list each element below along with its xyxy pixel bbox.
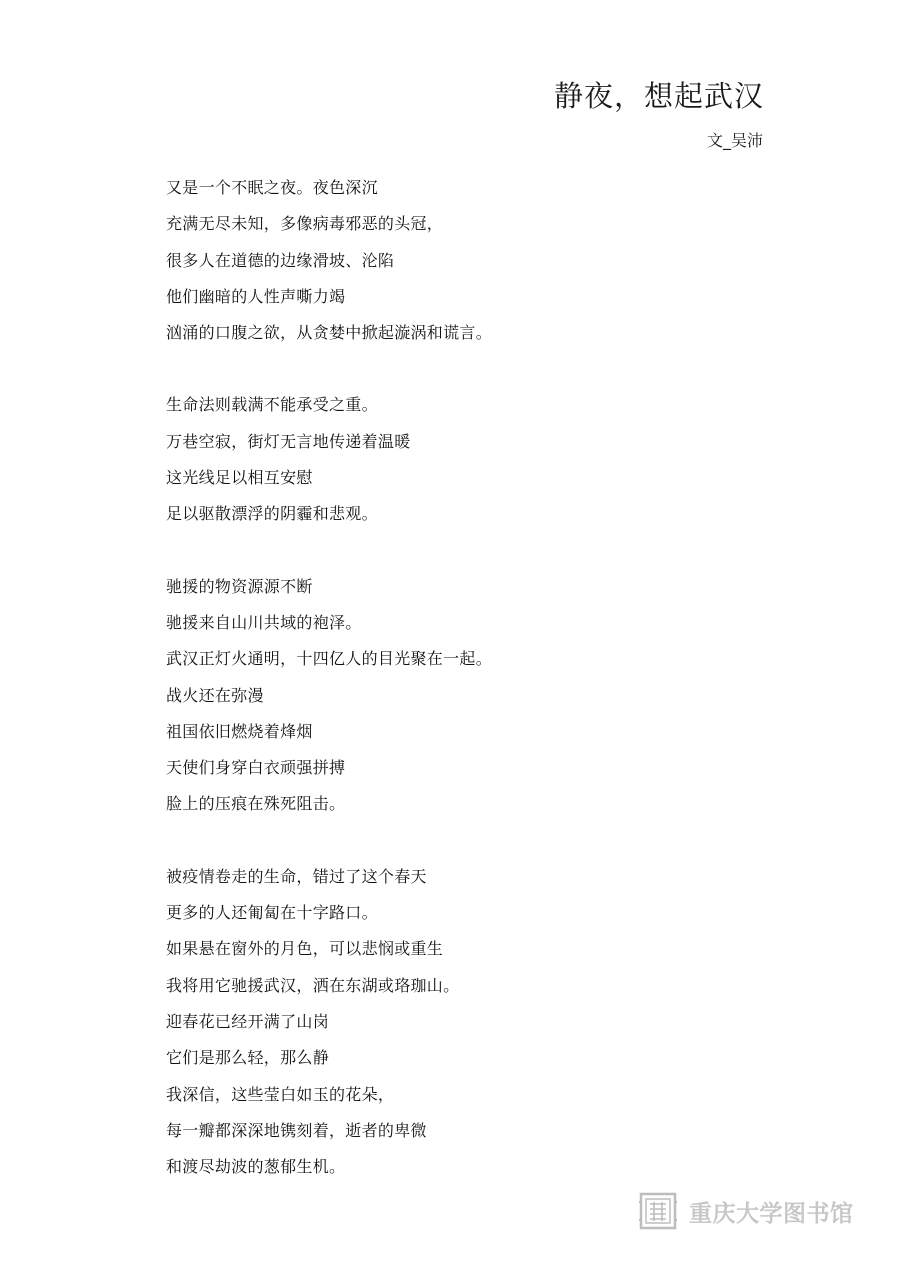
poem-line: 被疫情卷走的生命，错过了这个春天: [166, 866, 427, 886]
library-watermark: [639, 1192, 854, 1230]
poem-line: 我将用它驰援武汉，洒在东湖或珞珈山。: [166, 975, 460, 995]
poem-line: 充满无尽未知，多像病毒邪恶的头冠，: [166, 214, 444, 234]
poem-line: 和渡尽劫波的葱郁生机。: [166, 1157, 346, 1177]
poem-line: 战火还在弥漫: [166, 685, 264, 705]
stanza: [166, 387, 766, 532]
poem-author: 文_吴沛: [706, 131, 763, 150]
poem-title: 静夜，想起武汉: [553, 79, 764, 113]
poem-line: 汹涌的口腹之欲，从贪婪中掀起漩涡和谎言。: [166, 323, 493, 343]
stanza: [166, 170, 766, 351]
poem-line: 他们幽暗的人性声嘶力竭: [166, 286, 346, 306]
poem-line: 武汉正灯火通明，十四亿人的目光聚在一起。: [166, 649, 493, 669]
stanza: [166, 859, 766, 1186]
poem-line: 它们是那么轻，那么静: [166, 1048, 330, 1068]
poem-line: 如果悬在窗外的月色，可以悲悯或重生: [166, 939, 444, 959]
poem-line: 生命法则载满不能承受之重。: [166, 395, 378, 415]
poem-line: 迎春花已经开满了山岗: [166, 1011, 330, 1031]
poem-line: 这光线足以相互安慰: [166, 468, 313, 488]
poem-line: 脸上的压痕在殊死阻击。: [166, 794, 346, 814]
library-seal-icon: [639, 1192, 677, 1230]
poem-line: 我深信，这些莹白如玉的花朵，: [166, 1084, 395, 1104]
library-name: 重庆大学图书馆: [689, 1200, 854, 1227]
poem-line: 万巷空寂，街灯无言地传递着温暖: [166, 431, 411, 451]
poem-line: 足以驱散漂浮的阴霾和悲观。: [166, 504, 378, 524]
poem-line: 驰援来自山川共域的袍泽。: [166, 612, 362, 632]
poem-line: 驰援的物资源源不断: [166, 576, 313, 596]
stanza: [166, 569, 766, 823]
poem-line: 每一瓣都深深地镌刻着，逝者的卑微: [166, 1120, 427, 1140]
poem-line: 天使们身穿白衣顽强拼搏: [166, 758, 346, 778]
poem-line: 又是一个不眠之夜。夜色深沉: [166, 178, 378, 197]
poem-body: [166, 170, 766, 1221]
poem-line: 很多人在道德的边缘滑坡、沦陷: [166, 250, 395, 270]
poem-line: 更多的人还匍匐在十字路口。: [166, 903, 378, 923]
poem-line: 祖国依旧燃烧着烽烟: [166, 721, 313, 741]
